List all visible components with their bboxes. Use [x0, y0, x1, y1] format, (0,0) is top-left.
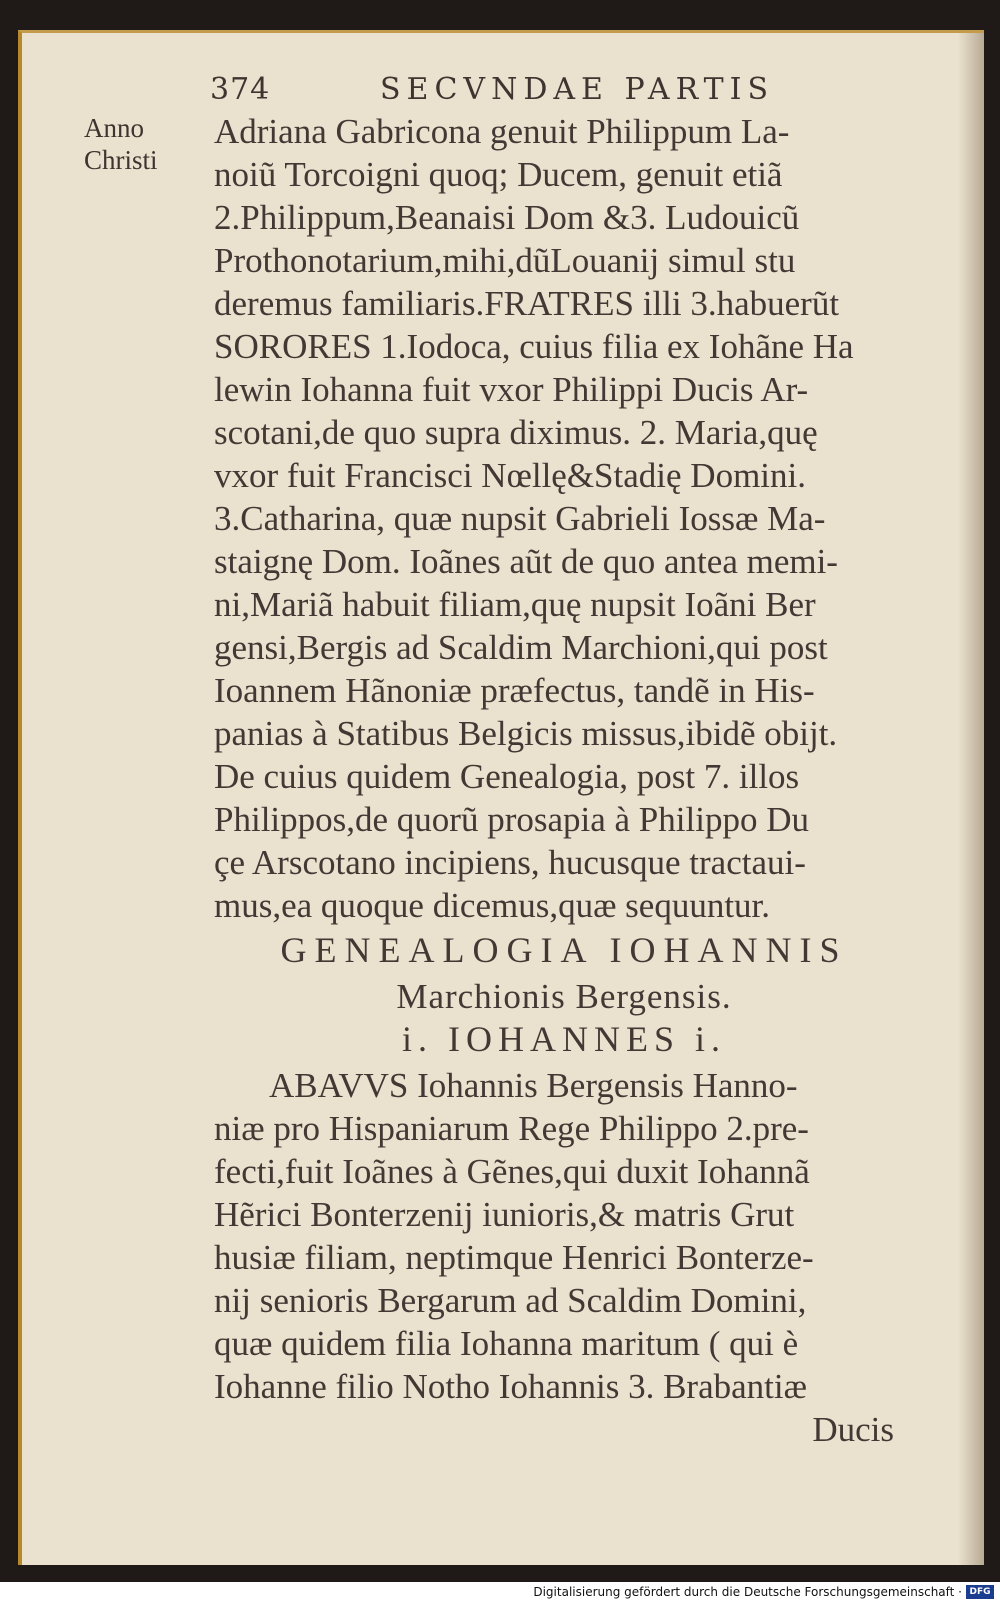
- text-line: noiũ Torcoigni quoq; Ducem, genuit etiã: [214, 155, 783, 194]
- text-line: çe Arscotano incipiens, hucusque tractaui-: [214, 843, 806, 882]
- text-line: 3.Catharina, quæ nupsit Gabrieli Iossæ Ma-: [214, 499, 826, 538]
- body-text: [214, 110, 914, 1451]
- text-line: lewin Iohanna fuit vxor Philippi Ducis Ar-: [214, 370, 809, 409]
- text-line: staignę Dom. Ioãnes aũt de quo antea memi-: [214, 542, 838, 581]
- text-line: vxor fuit Francisci Nœllę&Stadię Domini.: [214, 456, 806, 495]
- margin-note-line: Christi: [84, 145, 158, 175]
- text-line: Adriana Gabricona genuit Philippum La-: [214, 112, 790, 151]
- text-line: gensi,Bergis ad Scaldim Marchioni,qui post: [214, 628, 828, 667]
- text-line: Philippos,de quorũ prosapia à Philippo Du: [214, 800, 809, 839]
- text-line: fecti,fuit Ioãnes à Gẽnes,qui duxit Iohannã: [214, 1152, 810, 1191]
- genealogy-heading: i. IOHANNES i.: [402, 1019, 726, 1059]
- text-line: SORORES 1.Iodoca, cuius filia ex Iohãne Ha: [214, 327, 854, 366]
- margin-note-line: Anno: [84, 113, 144, 143]
- text-line: scotani,de quo supra diximus. 2. Maria,quę: [214, 413, 818, 452]
- footer: [0, 1582, 1000, 1603]
- text-line: mus,ea quoque dicemus,quæ sequuntur.: [214, 886, 771, 925]
- page-number: 374: [210, 72, 271, 107]
- catchword: Ducis: [812, 1410, 894, 1449]
- text-line: husiæ filiam, neptimque Henrici Bonterze-: [214, 1238, 814, 1277]
- text-line: niæ pro Hispaniarum Rege Philippo 2.pre-: [214, 1109, 809, 1148]
- text-line: Hẽrici Bonterzenij iunioris,& matris Grut: [214, 1195, 795, 1234]
- text-line: Iohanne filio Notho Iohannis 3. Brabantiæ: [214, 1367, 807, 1406]
- text-line: De cuius quidem Genealogia, post 7. illos: [214, 757, 800, 796]
- text-line: ni,Mariã habuit filiam,quę nupsit Ioãni Ber: [214, 585, 816, 624]
- text-line: 2.Philippum,Beanaisi Dom &3. Ludouicũ: [214, 198, 800, 237]
- genealogy-subtitle: Marchionis Bergensis.: [396, 977, 732, 1016]
- footer-credit: Digitalisierung gefördert durch die Deutsche Forschungsgemeinschaft ·: [533, 1585, 962, 1599]
- text-line: quæ quidem filia Iohanna maritum ( qui è: [214, 1324, 799, 1363]
- dfg-logo: DFG: [966, 1585, 994, 1599]
- spine-shadow: [958, 33, 984, 1565]
- running-head: SECVNDAE PARTIS: [380, 72, 775, 107]
- text-line: nij senioris Bergarum ad Scaldim Domini,: [214, 1281, 807, 1320]
- genealogy-title: GENEALOGIA IOHANNIS: [280, 930, 848, 970]
- text-line: deremus familiaris.FRATRES illi 3.habuerũt: [214, 284, 840, 323]
- text-line: Prothonotarium,mihi,dũLouanij simul stu: [214, 241, 796, 280]
- text-line: ABAVVS Iohannis Bergensis Hanno-: [269, 1066, 798, 1105]
- margin-note: [84, 112, 194, 176]
- text-line: Ioannem Hãnoniæ præfectus, tandẽ in His-: [214, 671, 815, 710]
- text-line: panias à Statibus Belgicis missus,ibidẽ obijt.: [214, 714, 838, 753]
